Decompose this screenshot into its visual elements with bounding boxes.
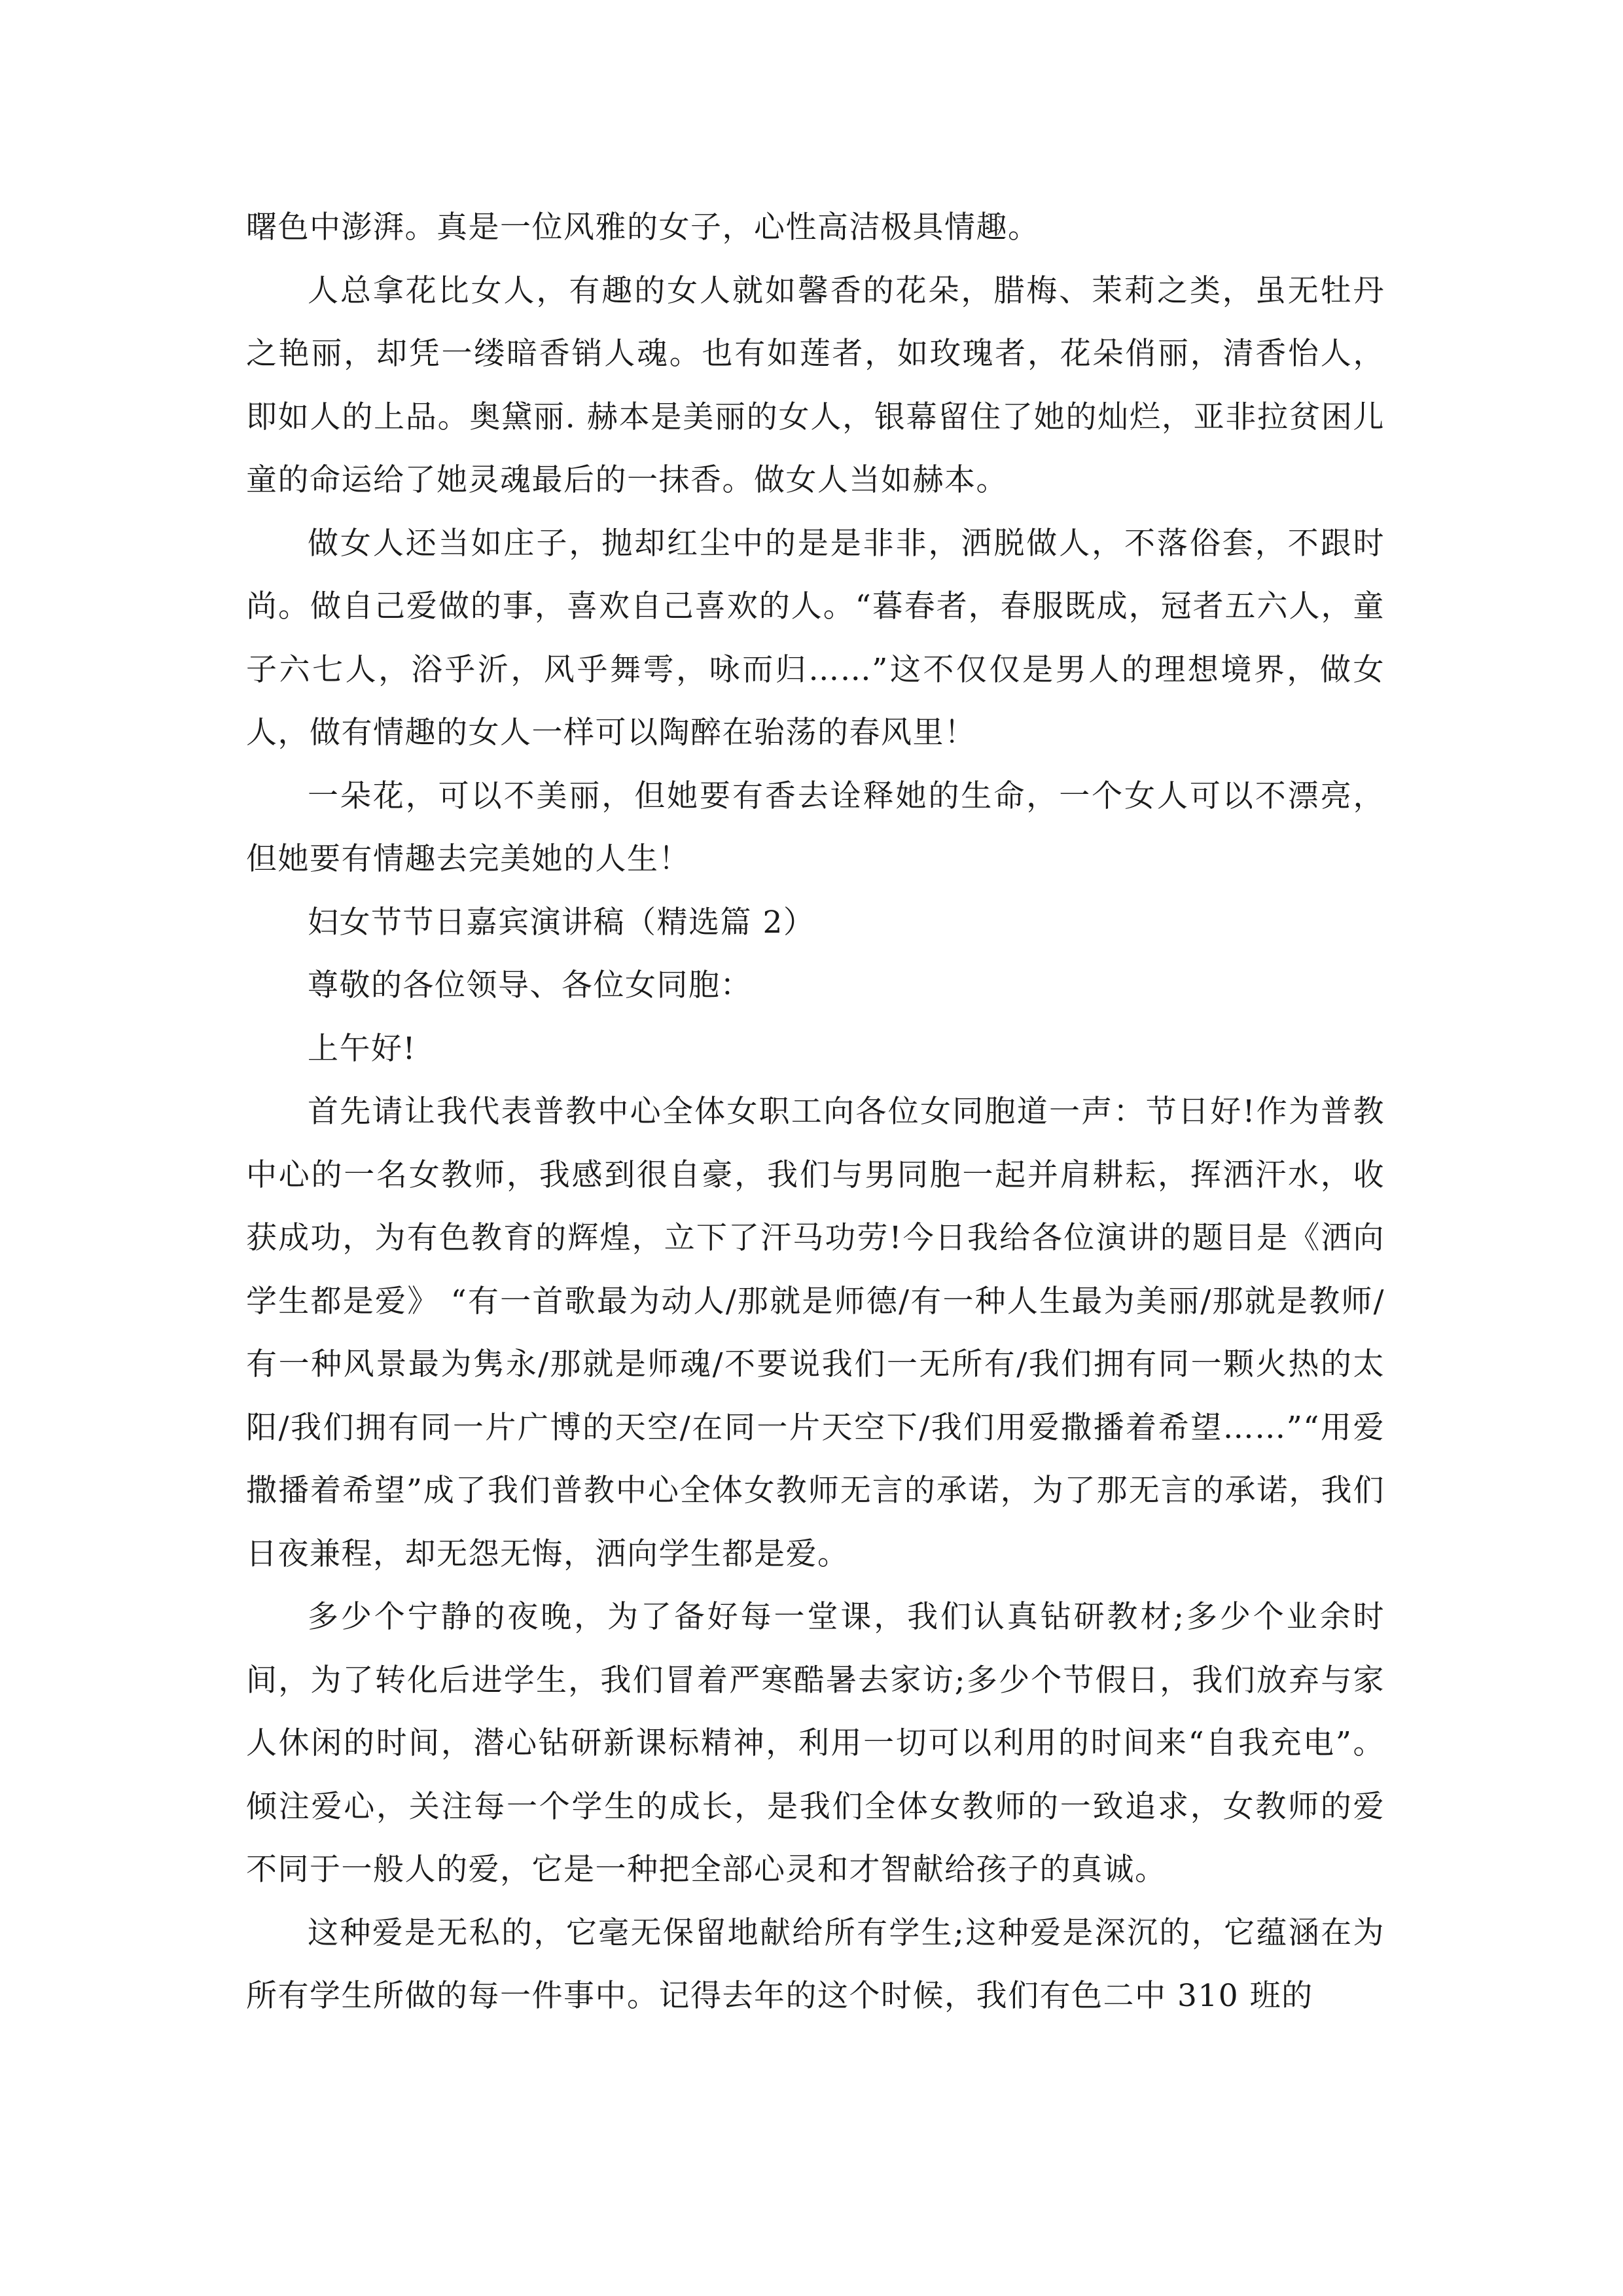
paragraph: 多少个宁静的夜晚，为了备好每一堂课，我们认真钻研教材;多少个业余时间，为了转化后进学生，我们冒着严寒酷暑去家访;多少个节假日，我们放弃与家人休闲的时间，潜心钻研新课标精神，利用一切可以利用的时间来“自我充电”。倾注爱心，关注每一个学生的成长，是我们全体女教师的一致追求，女教师的爱不同于一般人的爱，它是一种把全部心灵和才智献给孩子的真诚。 [246,1599,1385,1888]
paragraph: 曙色中澎湃。真是一位风雅的女子，心性高洁极具情趣。 [246,209,1040,245]
paragraph: 一朵花，可以不美丽，但她要有香去诠释她的生命，一个女人可以不漂亮，但她要有情趣去完美她的人生！ [246,778,1385,877]
paragraph: 做女人还当如庄子，抛却红尘中的是是非非，洒脱做人，不落俗套，不跟时尚。做自己爱做的事，喜欢自己喜欢的人。“暮春者，春服既成，冠者五六人，童子六七人，浴乎沂，风乎舞雩，咏而归……”这不仅仅是男人的理想境界，做女人，做有情趣的女人一样可以陶醉在骀荡的春风里！ [246,525,1385,751]
paragraph: 人总拿花比女人，有趣的女人就如馨香的花朵，腊梅、茉莉之类，虽无牡丹之艳丽，却凭一缕暗香销人魂。也有如莲者，如玫瑰者，花朵俏丽，清香怡人，即如人的上品。奥黛丽. 赫本是美丽的女人，银幕留住了她的灿烂，亚非拉贫困儿童的命运给了她灵魂最后的一抹香。做女人当如赫本。 [246,272,1385,498]
document-body [246,196,1385,2028]
greeting: 上午好! [308,1030,416,1067]
salutation: 尊敬的各位领导、各位女同胞： [308,967,752,1003]
paragraph: 首先请让我代表普教中心全体女职工向各位女同胞道一声：节日好!作为普教中心的一名女教师，我感到很自豪，我们与男同胞一起并肩耕耘，挥洒汗水，收获成功，为有色教育的辉煌，立下了汗马功劳!今日我给各位演讲的题目是《洒向学生都是爱》 “有一首歌最为动人/那就是师德/有一种人生最为美丽/那就是教师/有一种风景最为隽永/那就是师魂/不要说我们一无所有/我们拥有同一颗火热的太阳/我们拥有同一片广博的天空/在同一片天空下/我们用爱撒播着希望……”“用爱撒播着希望”成了我们普教中心全体女教师无言的承诺，为了那无言的承诺，我们日夜兼程，却无怨无悔，洒向学生都是爱。 [246,1094,1385,1572]
paragraph: 这种爱是无私的，它毫无保留地献给所有学生;这种爱是深沉的，它蕴涵在为所有学生所做的每一件事中。记得去年的这个时候，我们有色二中 310 班的 [246,1914,1385,2014]
section-heading: 妇女节节日嘉宾演讲稿（精选篇 2） [308,904,815,941]
